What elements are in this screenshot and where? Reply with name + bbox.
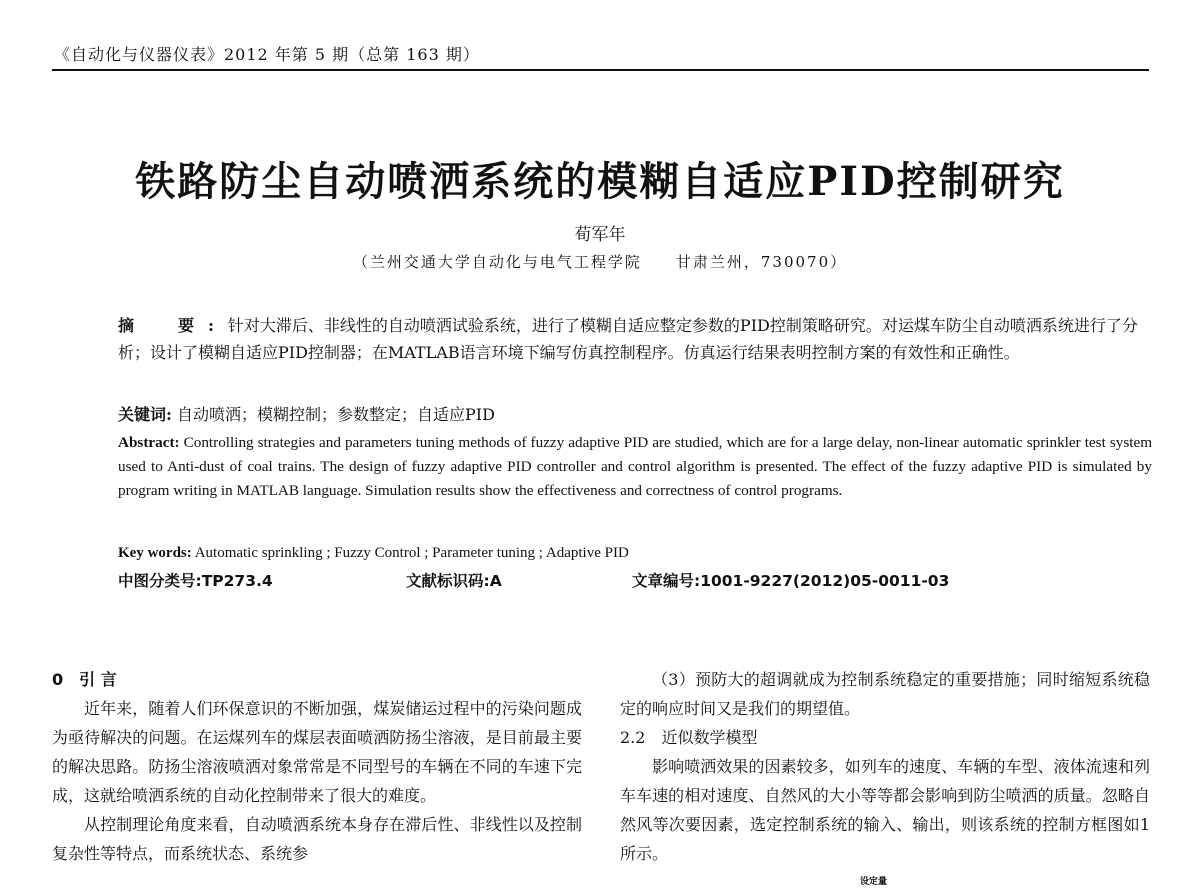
- right-paragraph-2: 影响喷洒效果的因素较多，如列车的速度、车辆的车型、液体流速和列车车速的相对速度、自然风的大小等等都会影响到防尘喷洒的质量。忽略自然风等次要因素，选定控制系统的输入、输出，则该系统的控制方框图如1 所示。: [620, 757, 1150, 863]
- section-heading-introduction: 0 引 言: [52, 670, 117, 689]
- chinese-keywords: [118, 402, 495, 425]
- english-abstract: [80, 431, 1152, 503]
- header-divider: [52, 69, 1149, 71]
- keywords-cn-label: 关键词:: [118, 405, 172, 424]
- abstract-en-text: Controlling strategies and parameters tuning methods of fuzzy adaptive PID are studied, which are for a large delay, non-linear automatic sprinkler test system used to Anti-dust of coal trains. The design of fuzzy adaptive PID controller and control algorithm is presented. The effect of the fuzzy adaptive PID is simulated by program writing in MATLAB language. Simulation results show the effectiveness and correctness of control programs.: [118, 434, 1153, 499]
- clc-number: [118, 569, 273, 591]
- classification-row: [118, 569, 1118, 593]
- article-value: 1001-9227(2012)05-0011-03: [700, 572, 950, 590]
- author-affiliation: （兰州交通大学自动化与电气工程学院 甘肃兰州，730070）: [352, 253, 848, 271]
- article-number: [632, 569, 949, 591]
- abstract-en-label: Abstract:: [118, 434, 180, 451]
- right-column: [620, 665, 1150, 868]
- english-keywords: [118, 545, 629, 562]
- keywords-en-text: Automatic sprinkling ; Fuzzy Control ; Parameter tuning ; Adaptive PID: [194, 545, 629, 561]
- intro-paragraph-1: 近年来，随着人们环保意识的不断加强，煤炭储运过程中的污染问题成为亟待解决的问题。在运煤列车的煤层表面喷洒防扬尘溶液，是目前最主要的解决思路。防扬尘溶液喷洒对象常常是不同型号的车辆在不同的车速下完成，这就给喷洒系统的自动化控制带来了很大的难度。: [52, 699, 582, 805]
- right-paragraph-1: （3）预防大的超调就成为控制系统稳定的重要措施；同时缩短系统稳定的响应时间又是我们的期望值。: [620, 670, 1150, 718]
- intro-paragraph-2: 从控制理论角度来看，自动喷洒系统本身存在滞后性、非线性以及控制复杂性等特点，而系统状态、系统参: [52, 815, 582, 863]
- abstract-cn-text: 针对大滞后、非线性的自动喷洒试验系统，进行了模糊自适应整定参数的PID控制策略研究。对运煤车防尘自动喷洒系统进行了分析；设计了模糊自适应PID控制器；在MATLAB语言环境下编写仿真控制程序。仿真运行结果表明控制方案的有效性和正确性。: [118, 316, 1138, 362]
- keywords-en-label: Key words:: [118, 545, 192, 561]
- subsection-heading-model: 2.2 近似数学模型: [620, 728, 758, 747]
- clc-label: 中图分类号:: [118, 572, 202, 590]
- left-column: [52, 665, 582, 868]
- author-name: 荀军年: [574, 225, 626, 245]
- article-label: 文章编号:: [632, 572, 701, 590]
- clc-value: TP273.4: [201, 572, 273, 590]
- abstract-cn-label: 摘 要:: [118, 316, 228, 335]
- doc-label: 文献标识码:: [406, 572, 490, 590]
- figure-label-fragment: 设定量: [860, 877, 888, 887]
- journal-header: 《自动化与仪器仪表》2012 年第 5 期（总第 163 期）: [54, 45, 480, 64]
- keywords-cn-text: 自动喷洒；模糊控制；参数整定；自适应PID: [177, 405, 495, 424]
- paper-title: 铁路防尘自动喷洒系统的模糊自适应PID控制研究: [135, 158, 1065, 205]
- doc-value: A: [489, 572, 502, 590]
- document-code: [406, 569, 502, 591]
- chinese-abstract: [80, 312, 1150, 366]
